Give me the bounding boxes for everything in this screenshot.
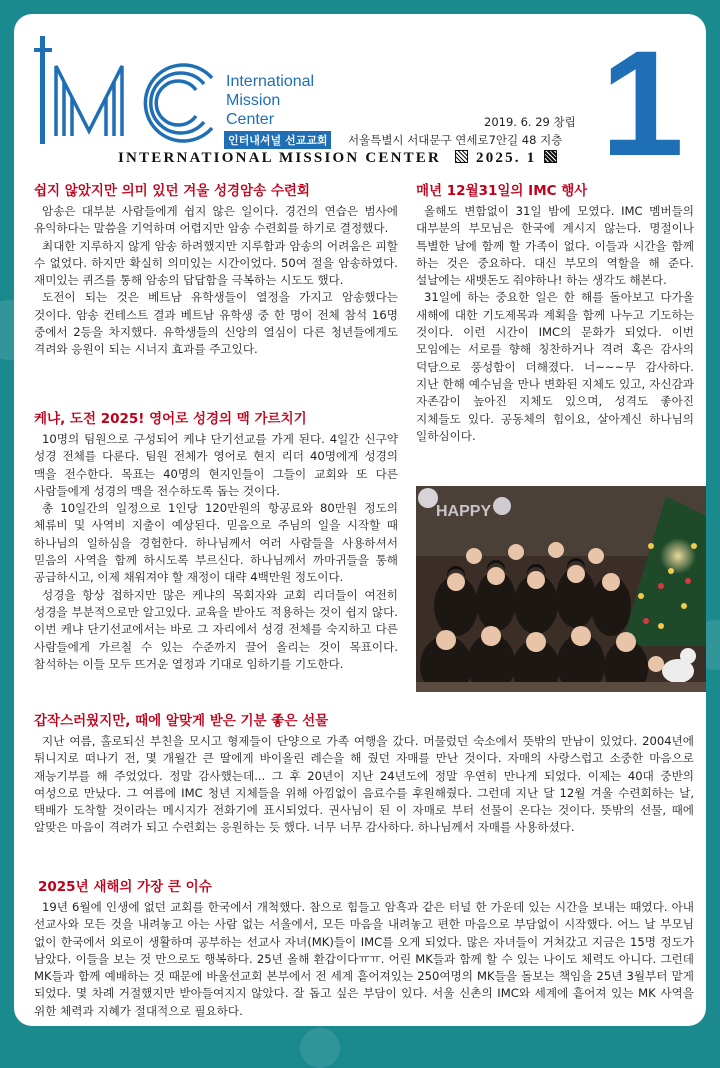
banner-name: INTERNATIONAL MISSION CENTER <box>118 150 442 166</box>
article-title: 쉽지 않았지만 의미 있던 겨울 성경암송 수련회 <box>34 183 310 199</box>
balloon-letters: HAPPY <box>436 503 492 520</box>
group-photo <box>416 486 706 692</box>
article-paragraph: 31일에 하는 중요한 일은 한 해를 돌아보고 다가올 새해에 대한 기도제목과 계획을 함께 나누고 기도하는 것이다. 이런 시간이 IMC의 문화가 되었다. 이번 모임에는 서로를 향해 칭찬하거나 격려 혹은 감사의 덕담으로 풍성함이 더해졌다. 너~~~무 감사하다. 지난 한해 예수님을 만나 변화된 지체도 있고, 자신감과 자존감이 높아진 지체도 있으며, 성격도 좋아진 지체들도 있다. 공동체의 힘이요, 살아계신 하나님의 일하심이다. <box>416 290 694 443</box>
article-paragraph: 10명의 팀원으로 구성되어 케냐 단기선교를 가게 된다. 4일간 신구약 성경 전체를 다룬다. 팀원 전체가 영어로 현지 리더 40명에게 성경의 맥을 전수한다. 목표는 40명의 현지인들이 그들이 교회와 또 다른 사람들에게 성경의 맥을 전수하도록 돕는 것이다. <box>34 432 398 498</box>
article-memory <box>34 182 398 359</box>
article-paragraph: 지난 여름, 홀로되신 부친을 모시고 형제들이 단양으로 가족 여행을 갔다. 머물렀던 숙소에서 뜻밖의 만남이 있었다. 2004년에 튀니지로 떠나기 전, 몇 개월간 큰 딸에게 바이올린 레슨을 해 줬던 자매를 만난 것이다. 자매의 사랑스럽고 소중한 마음으로 재능기부를 해 주었었다. 정말 감사했는데... 그 후 20년이 지난 24년도에 정말 우연히 만나게 되었다. 이제는 40대 중반의 여성으로 만났다. 그 여름에 IMC 청년 지체들을 위해 아낌없이 음료수를 후원해줬다. 그런데 지난 달 12월 겨울 수련회하는 날, 택배가 도착할 것이라는 메시지가 전화기에 표시되었다. 권사님이 된 이 자매로 부터 선물이 온다는 것이다. 뜻밖의 선물, 때에 알맞은 마음이 격려가 되고 수련회는 응원하는 듯 했다. 너무 너무 감사하다. 하나님께서 자매를 사용하셨다. <box>34 734 694 835</box>
address: 서울특별시 서대문구 연세로7안길 48 지층 <box>348 133 563 147</box>
logo-line-1: International <box>226 73 315 90</box>
article-title: 2025년 새해의 가장 큰 이슈 <box>38 879 212 895</box>
hatch-square-icon <box>544 150 557 163</box>
masthead-banner <box>118 150 565 167</box>
group-photo-illustration <box>416 486 706 692</box>
article-paragraph: 성경을 항상 접하지만 많은 케냐의 목회자와 교회 리더들이 여전히 성경을 부분적으로만 알고있다. 교육을 받아도 적용하는 것이 쉽지 않다. 이번 케냐 단기선교에서는 바로 그 자리에서 성경 전체를 숙지하고 다른 사람들에게 가르칠 수 있는 수준까지 끌어 올리는 것이 목표이다. 참석하는 이들 모두 뜨거운 열정과 기대로 임하기를 기도한다. <box>34 587 398 671</box>
article-newyear <box>416 182 694 445</box>
article-paragraph: 총 10일간의 일정으로 1인당 120만원의 항공료와 80만원 정도의 체류비 및 사역비 지출이 예상된다. 믿음으로 주님의 일을 시작할 때 하나님의 일하심을 경험한다. 하나님께서 여러 사람들을 사용하셔서 믿음의 사역을 함께 하시도록 부르신다. 하나님께서 까마귀들을 통해 공급하시고, 이제 채워져야 할 재정이 대략 4백만원 정도이다. <box>34 501 398 585</box>
hatch-square-icon <box>455 150 468 163</box>
article-paragraph: 19년 6월에 인생에 없던 교회를 한국에서 개척했다. 참으로 힘들고 암흑과 같은 터널 한 가운데 있는 시간을 보내는 때였다. 아내 선교사와 모든 것을 내려놓고 아는 사람 없는 서울에서, 모든 마음을 내려놓고 편한 마음으로 부담없이 시작했다. 어느 날 부모님 없이 한국에서 외로이 생활하며 공부하는 선교사 자녀(MK)들이 IMC를 오게 되었다. 많은 자녀들이 거쳐갔고 지금은 15명 정도가 남았다. 이들을 보는 것 만으로도 행복하다. 25년 올해 환갑이다ㅠㅠ. 어린 MK들과 함께 할 수 있는 나이도 체력도 아니다. 그런데 MK들과 함께 예배하는 것 때문에 바울선교회 본부에서 전 세계 흩어져있는 250여명의 MK들을 돌보는 책임을 25년 3월부터 맡게 되었다. 몇 차례 거절했지만 받아들여지지 않았다. 잘 돕고 싶은 부담이 있다. 서울 신촌의 IMC와 세계에 흩어져 있는 MK 사역을 위한 체력과 지혜가 절대적으로 필요하다. <box>34 900 694 1018</box>
issue-number: 1 <box>600 19 684 187</box>
imc-logo <box>34 36 224 146</box>
founded-date: 2019. 6. 29 창립 <box>484 115 576 129</box>
article-title: 갑작스러웠지만, 때에 알맞게 받은 기분 좋은 선물 <box>34 713 329 729</box>
article-paragraph: 암송은 대부분 사람들에게 쉽지 않은 일이다. 경건의 연습은 범사에 유익하다는 말씀을 기억하며 어렵지만 암송 수련회를 하기로 결정했다. <box>34 204 398 236</box>
article-title: 매년 12월31일의 IMC 행사 <box>416 183 588 199</box>
article-title: 케냐, 도전 2025! 영어로 성경의 맥 가르치기 <box>34 411 307 427</box>
background-decoration <box>300 1028 340 1068</box>
article-gift <box>34 712 694 837</box>
banner-date: 2025. 1 <box>476 150 537 166</box>
article-paragraph: 올해도 변함없이 31일 밤에 모였다. IMC 멤버들의 대부분의 부모님은 한국에 계시지 않는다. 명절이나 특별한 날에 함께 할 가족이 없다. 이들과 시간을 함께 하는 것은 중요하다. 대신 부모의 역할을 해 준다. 설날에는 새뱃돈도 줘야하나! 하는 생각도 해본다. <box>416 204 694 288</box>
logo-wordmark <box>226 72 314 129</box>
article-paragraph: 도전이 되는 것은 베트남 유학생들이 열정을 가지고 암송했다는 것이다. 암송 컨테스트 결과 베트남 유학생 중 한 명이 전체 참석 16명 중에서 2등을 차지했다. 유학생들의 신앙의 열심이 다른 청년들에게도 격려와 응원이 되는 시너지 효과를 주고있다. <box>34 290 398 357</box>
article-paragraph: 최대한 지루하지 않게 암송 하려했지만 지루함과 암송의 어려움은 피할 수 없었다. 하지만 확실히 의미있는 시간이었다. 50여 절을 암송하였다. 재미있는 퀴즈를 통해 암송의 답답함을 극복하는 시도도 했다. <box>34 238 398 288</box>
logo-korean-name: 인터내셔널 선교교회 <box>224 131 331 149</box>
article-kenya <box>34 410 398 673</box>
logo-line-3: Center <box>226 111 275 128</box>
newsletter-page <box>14 14 706 1026</box>
article-issue <box>34 878 694 1020</box>
logo-line-2: Mission <box>226 92 281 109</box>
